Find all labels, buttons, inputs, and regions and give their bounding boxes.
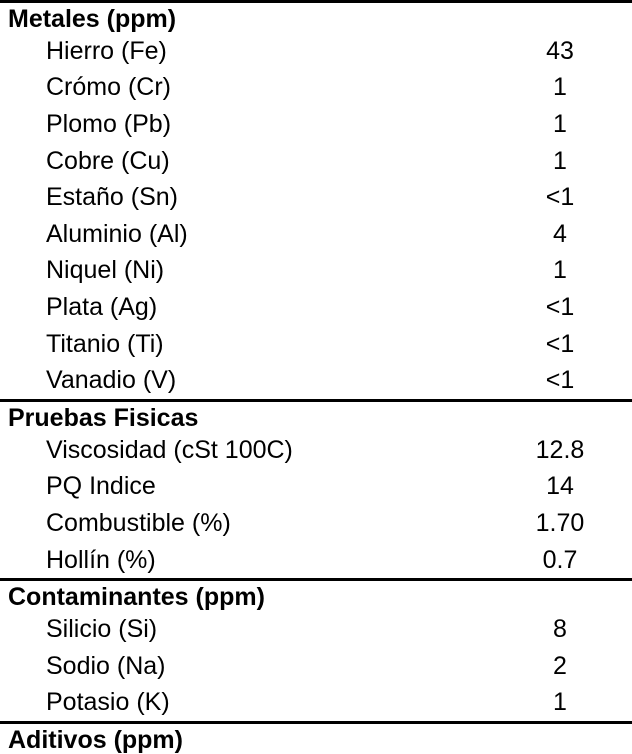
row-label: Hollín (%) <box>46 545 156 574</box>
table-row <box>0 505 632 542</box>
row-value: 1 <box>553 109 567 138</box>
row-label: Plata (Ag) <box>46 292 158 321</box>
section-contaminantes <box>0 578 632 721</box>
row-label: Titanio (Ti) <box>46 329 164 358</box>
row-value: 4 <box>553 219 567 248</box>
row-value: 43 <box>546 36 574 65</box>
section-title: Aditivos (ppm) <box>8 726 183 754</box>
row-label: Combustible (%) <box>46 508 231 537</box>
row-value: 1 <box>553 73 567 102</box>
row-value: 1.70 <box>535 508 585 537</box>
section-title: Contaminantes (ppm) <box>8 583 265 612</box>
row-label: Silicio (Si) <box>46 615 158 644</box>
row-label: Cobre (Cu) <box>46 146 170 175</box>
table-row <box>0 143 632 180</box>
row-label: Estaño (Sn) <box>46 183 179 212</box>
row-value: 14 <box>546 472 574 501</box>
row-value: <1 <box>545 366 575 395</box>
table-row <box>0 542 632 579</box>
row-value: 1 <box>553 256 567 285</box>
table-row <box>0 216 632 253</box>
table-row <box>0 362 632 399</box>
table-row <box>0 432 632 469</box>
table-row <box>0 648 632 685</box>
table-row <box>0 685 632 722</box>
row-label: Plomo (Pb) <box>46 109 172 138</box>
table-row <box>0 253 632 290</box>
row-label: Hierro (Fe) <box>46 36 167 65</box>
row-label: Niquel (Ni) <box>46 256 165 285</box>
table-row <box>0 106 632 143</box>
row-value: 8 <box>553 615 567 644</box>
table-row <box>0 326 632 363</box>
section-pruebas-fisicas <box>0 399 632 578</box>
row-value: <1 <box>545 292 575 321</box>
table-row <box>0 33 632 70</box>
table-row <box>0 611 632 648</box>
section-title: Pruebas Fisicas <box>8 403 199 432</box>
row-label: Sodio (Na) <box>46 651 166 680</box>
row-label: Vanadio (V) <box>46 366 177 395</box>
row-label: Potasio (K) <box>46 688 170 717</box>
row-label: Viscosidad (cSt 100C) <box>46 435 293 464</box>
table-row <box>0 70 632 107</box>
section-title: Metales (ppm) <box>8 5 177 33</box>
row-value: 12.8 <box>535 435 585 464</box>
row-value: 1 <box>553 146 567 175</box>
table-row <box>0 289 632 326</box>
table-row <box>0 469 632 506</box>
row-label: Crómo (Cr) <box>46 73 171 102</box>
row-value: 0.7 <box>542 545 578 574</box>
row-value: <1 <box>545 329 575 358</box>
row-label: Aluminio (Al) <box>46 219 188 248</box>
row-label: PQ Indice <box>46 472 156 501</box>
row-value: 2 <box>553 651 567 680</box>
table-row <box>0 179 632 216</box>
section-aditivos <box>0 721 632 754</box>
row-value: 1 <box>553 688 567 717</box>
row-value: <1 <box>545 183 575 212</box>
